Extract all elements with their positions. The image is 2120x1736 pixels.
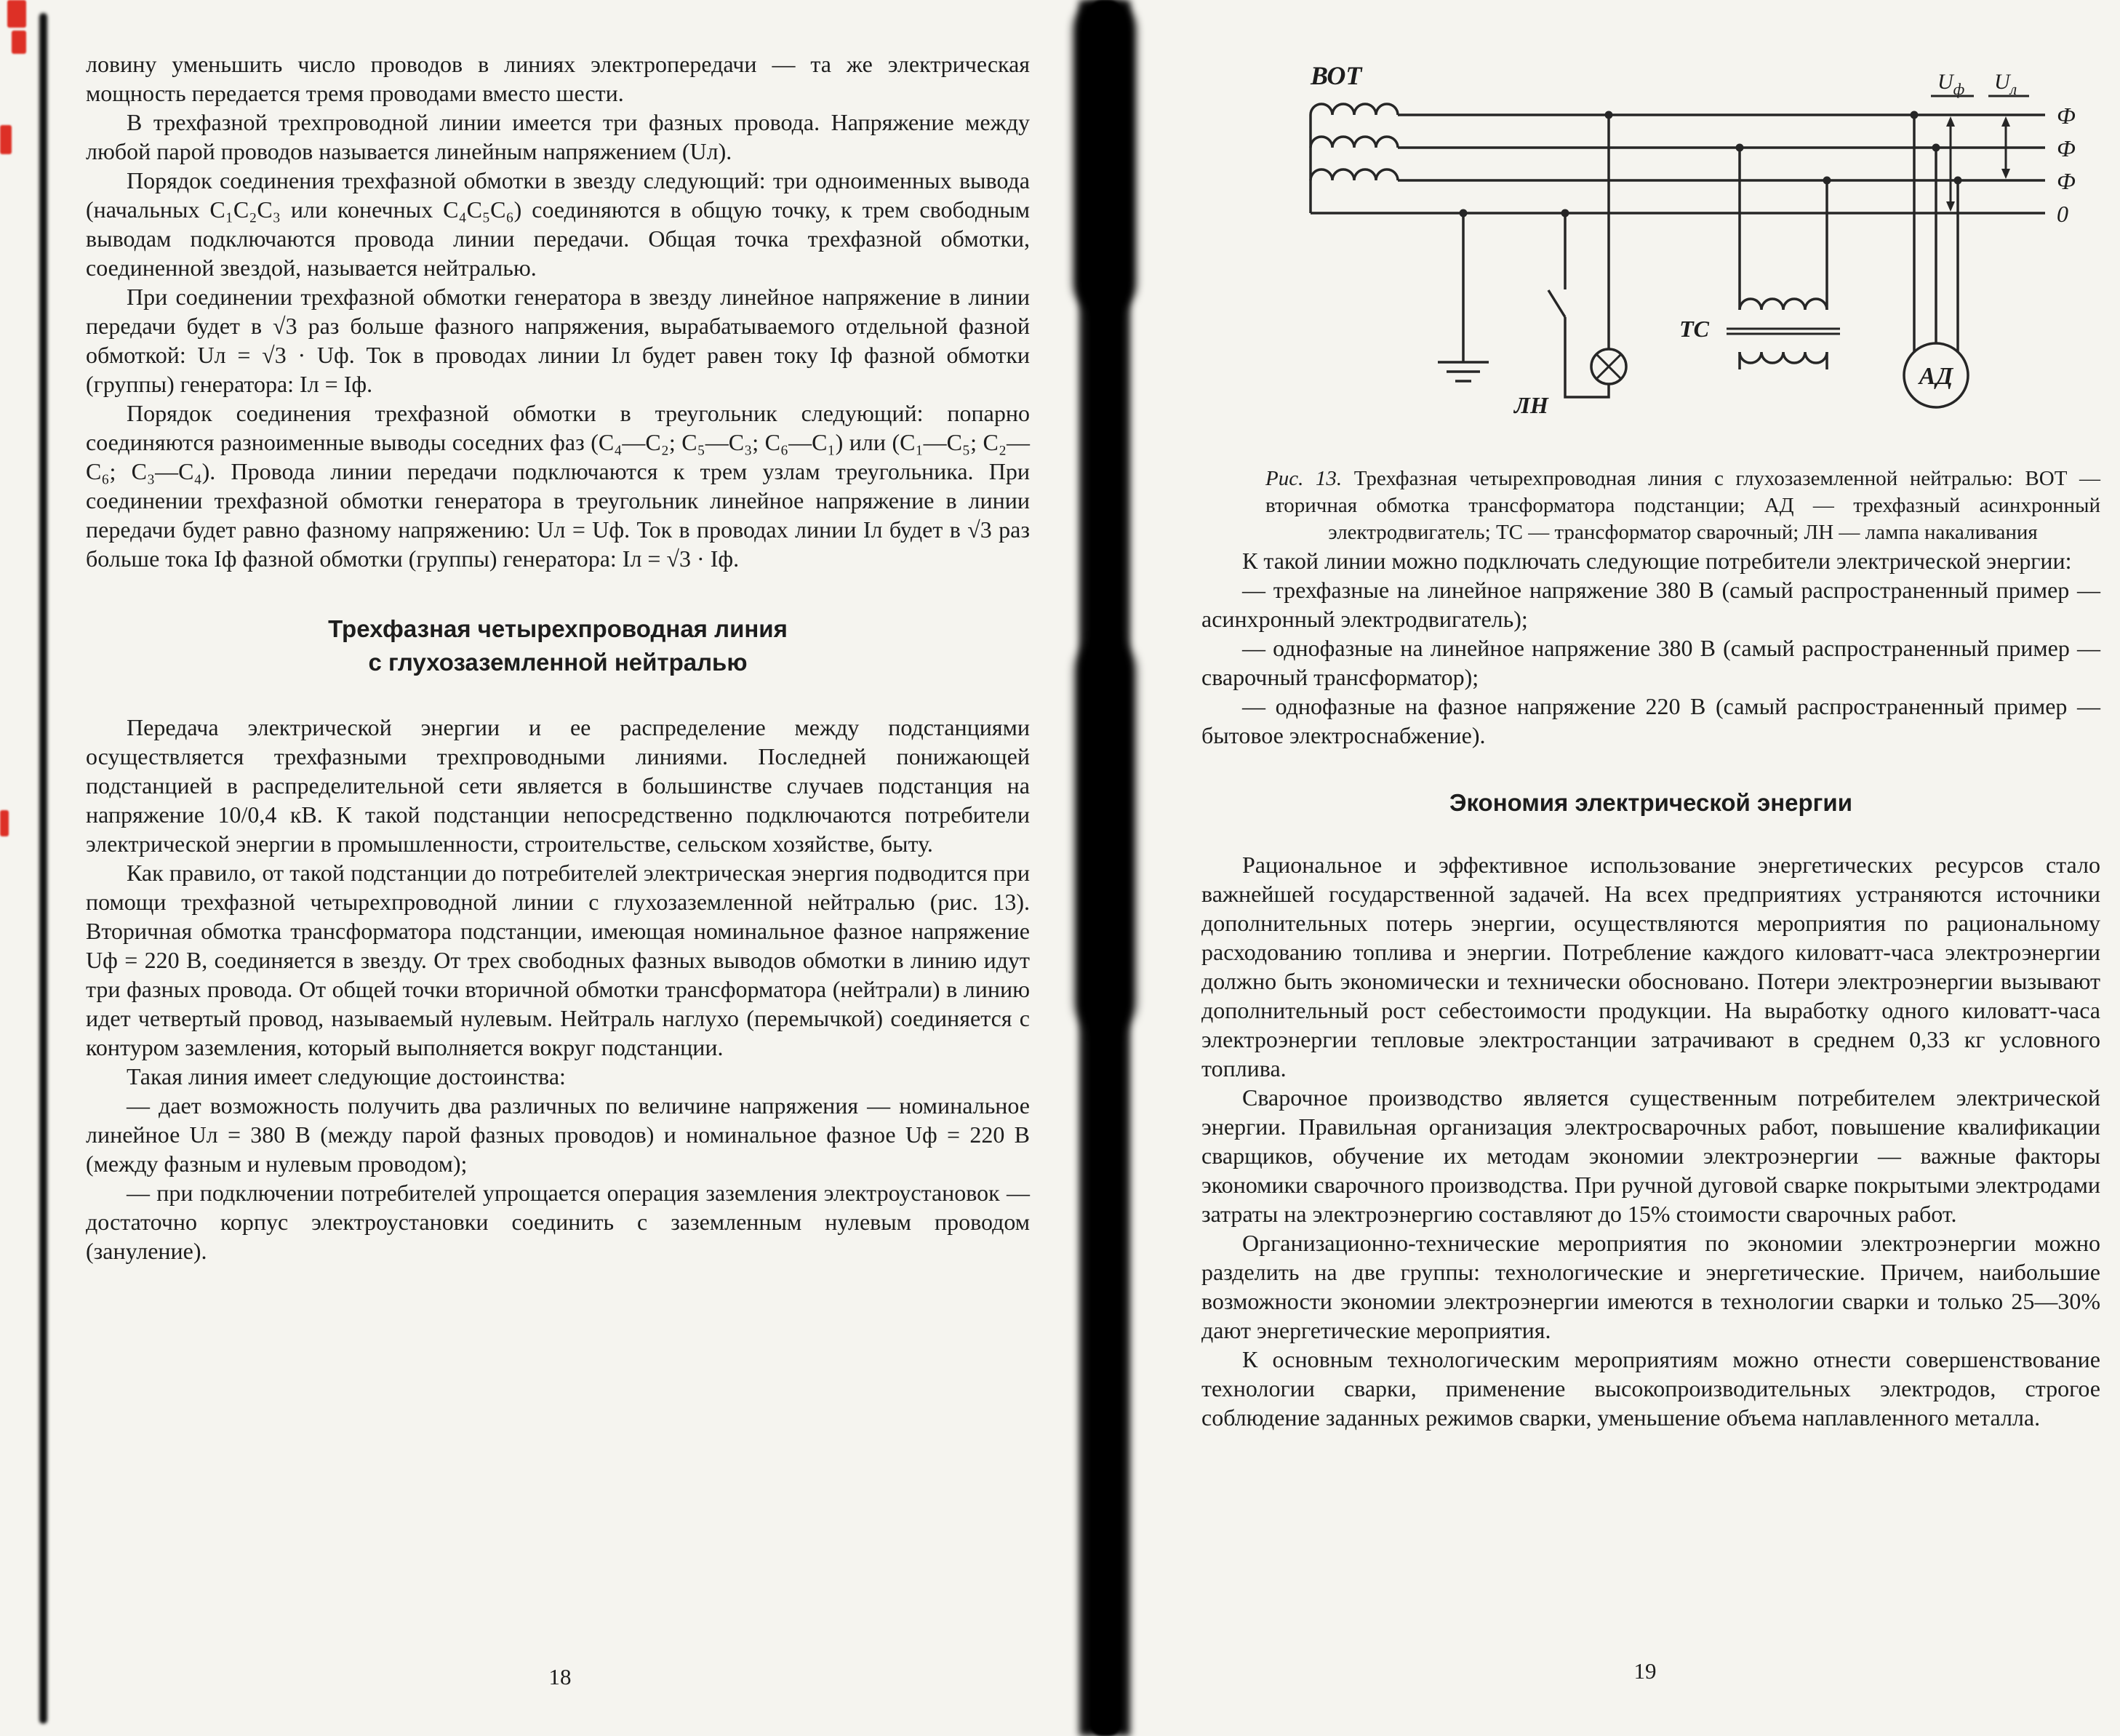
ground-symbol [1438,209,1489,382]
transformer-secondary-winding-symbol [1311,104,1398,213]
phase-wire-label: Ф [2057,103,2076,129]
figure-caption-text: Трехфазная четырехпроводная линия с глухозаземленной нейтралью: ВОТ — вторичная обмотка трансформатора подстанции; АД — трехфазный асинхронный электродвигатель; ТС — трансформатор сварочный; ЛН — лампа накаливания [1265,467,2101,544]
right-page-text-column [1201,49,2100,1432]
paragraph: При соединении трехфазной обмотки генератора в звезду линейное напряжение в линии передачи будет в √3 раз больше фазного напряжения, вырабатываемого отдельной фазной обмоткой: Uл = √3 · Uф. Ток в проводах линии Iл будет равен току Iф фазной обмотки (группы) генератора: Iл = Iф. [86,284,1030,397]
paragraph: ловину уменьшить число проводов в линиях электропередачи — та же электрическая мощность передается тремя проводами вместо шести. [86,51,1030,106]
list-item-dash: — дает возможность получить два различных по величине напряжения — номинальное линейное Uл = 380 В (между парой фазных проводов) и номинальное фазное Uф = 220 В (между фазным и нулевым проводом); [86,1092,1030,1177]
u-phase-sub: ф [1953,80,1965,98]
phase-wire-label: Ф [2057,135,2076,161]
paragraph: К такой линии можно подключать следующие потребители электрической энергии: [1242,548,2072,574]
red-margin-mark [12,31,26,54]
paragraph: К основным технологическим мероприятиям можно отнести совершенствование технологии сварки, применение высокопроизводительных электродов, строгое соблюдение заданных режимов сварки, уменьшение объема наплавленного металла. [1201,1346,2100,1431]
list-item-dash: — трехфазные на линейное напряжение 380 В (самый распространенный пример — асинхронный электродвигатель); [1201,577,2100,632]
left-page-text-column [86,49,1030,1265]
svg-text:Uф [1937,70,1965,98]
switch-symbol [1548,290,1565,317]
red-margin-mark [0,810,9,836]
lamp-label: ЛН [1514,392,1548,418]
paragraph: В трехфазной трехпроводной линии имеется три фазных провода. Напряжение между любой парой проводов называется линейным напряжением (Uл). [86,109,1030,164]
section-heading-line: с глухозаземленной нейтралью [368,649,748,676]
welding-transformer-symbol [1727,144,1840,370]
list-item-dash: — однофазные на линейное напряжение 380 В (самый распространенный пример — сварочный трансформатор); [1201,635,2100,690]
u-line-sub: л [2009,80,2017,98]
figure-caption [1265,465,2100,546]
section-heading [86,612,1030,679]
page-number-left: 18 [548,1664,572,1689]
paragraph: Сварочное производство является существенным потребителем электрической энергии. Правильная организация электросварочных работ, повышение квалификации сварщиков, обучение их методам экономии электроэнергии — важные факторы экономики сварочного производства. При ручной дуговой сварке покрытыми электродами затраты на электроэнергию составляют до 15% стоимости сварочных работ. [1201,1084,2100,1227]
motor-label: АД [1919,363,1953,390]
list-item-dash: — при подключении потребителей упрощается операция заземления электроустановок — достаточно корпус электроустановки соединить с заземленным нулевым проводом (зануление). [86,1180,1030,1264]
section-heading: Экономия электрической энергии [1449,789,1852,816]
paragraph: Как правило, от такой подстанции до потребителей электрическая энергия подводится при помощи трехфазной четырехпроводной линии с глухозаземленной нейтралью (рис. 13). Вторичная обмотка трансформатора подстанции, имеющая номинальное фазное напряжение Uф = 220 В, соединяется в звезду. От трех свободных фазных выводов обмотки в линию идут три фазных провода. От общей точки вторичной обмотки трансформатора (нейтрали) в линию идет четвертый провод, называемый нулевым. Нейтраль наглухо (перемычкой) соединяется с контуром заземления, который выполняется вокруг подстанции. [86,860,1030,1060]
section-heading-line: Трехфазная четырехпроводная линия [328,615,788,642]
page-number-right: 19 [1633,1658,1657,1684]
red-margin-mark [0,125,12,154]
phase-voltage-arrow [1931,70,1974,212]
u-phase-label: U [1937,70,1953,94]
phase-wire-label: Ф [2057,168,2076,194]
neutral-wire-label: 0 [2057,201,2068,227]
figure-13-circuit-diagram [1201,49,2100,446]
paragraph: Порядок соединения трехфазной обмотки в треугольник следующий: попарно соединяются разноименные выводы соседних фаз (С₄—С₂; С₅—С₃; С₆—С₁) или (С₁—С₅; С₂—С₆; С₃—С₄). Провода линии передачи подключаются к трем узлам треугольника. При соединении трехфазной обмотки генератора в треугольник линейное напряжение в линии передачи будет равно фазному напряжению: Uл = Uф. Ток в проводах линии Iл будет в √3 раз больше тока Iф фазной обмотки (группы) генератора: Iл = √3 · Iф. [86,400,1030,572]
u-line-label: U [1994,70,2010,94]
paragraph: Передача электрической энергии и ее распределение между подстанциями осуществляется трехфазными трехпроводными линиями. Последней понижающей подстанцией в распределительной сети является в большинстве случаев подстанция на напряжение 10/0,4 кВ. К такой подстанции непосредственно подключаются потребители электрической энергии в промышленности, строительстве, сельском хозяйстве, быту. [86,714,1030,857]
book-gutter-shadow [1089,0,1121,1736]
welding-transformer-label: ТС [1679,316,1709,342]
list-item-dash: — однофазные на фазное напряжение 220 В (самый распространенный пример — бытовое электроснабжение). [1201,693,2100,748]
paragraph: Порядок соединения трехфазной обмотки в звезду следующий: три одноименных вывода (начальных С₁С₂С₃ или конечных С₄С₅С₆) соединяются в общую точку, к трем свободным выводам подключаются провода линии передачи. Общая точка трехфазной обмотки, соединенной звездой, называется нейтралью. [86,167,1030,281]
paragraph: Такая линия имеет следующие достоинства: [127,1063,566,1089]
paragraph: Рациональное и эффективное использование энергетических ресурсов стало важнейшей государственной задачей. На всех предприятиях устраняются источники дополнительных потерь энергии, осуществляются мероприятия по рациональному расходованию топлива и энергии. Потребление каждого киловатт-часа электроэнергии должно быть экономически и технически обосновано. Потери электроэнергии вызывают дополнительный рост себестоимости продукции. На выработку одного киловатт-часа электроэнергии тепловые электростанции затрачивают в среднем 0,33 кг условного топлива. [1201,852,2100,1081]
figure-caption-number: Рис. 13. [1265,467,1343,490]
red-margin-mark [7,0,26,28]
winding-label: ВОТ [1311,61,1362,90]
lamp-symbol [1548,111,1626,398]
svg-text:Uл [1994,70,2017,98]
scan-edge-shadow [39,13,47,1724]
paragraph: Организационно-технические мероприятия по экономии электроэнергии можно разделить на две группы: технологические и энергетические. Причем, наибольшие возможности экономии электроэнергии имеются в технологии сварки и только 25—30% дают энергетические мероприятия. [1201,1230,2100,1343]
line-voltage-arrow [1988,70,2029,179]
